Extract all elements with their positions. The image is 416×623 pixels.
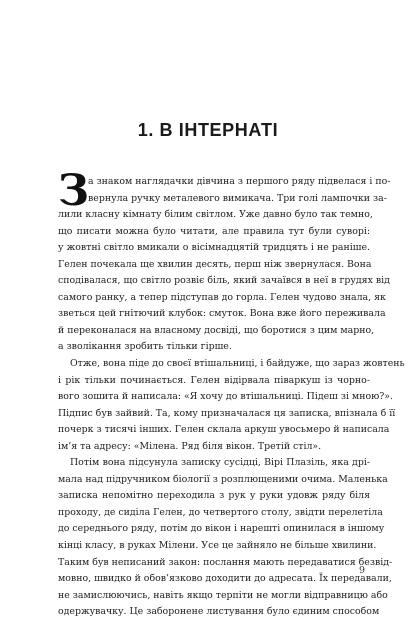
- text-line: зветься цей гнітючий клубок: смуток. Вона вже його переживала: [58, 308, 386, 320]
- text-line: Таким був неписаний закон: послання мають передаватися безвід-: [58, 556, 393, 568]
- text-line: а знаком наглядачки дівчина з першого ряду підвелася і по-: [88, 176, 391, 187]
- text-line: ім’я та адресу: «Мілена. Ряд біля вікон. Третій стіл».: [58, 440, 322, 452]
- text-line: самого ранку, а тепер підступав до горла. Гелен чудово знала, як: [58, 291, 386, 303]
- page-number: 9: [359, 565, 366, 576]
- drop-cap: З: [58, 166, 90, 216]
- text-line: лили класну кімнату білим світлом. Уже давно було так темно,: [58, 209, 373, 221]
- text-line: мовно, швидко й обов’язково доходити до адресата. Їх передавали,: [58, 573, 392, 585]
- text-line: Гелен почекала ще хвилин десять, перш ніж звернулася. Вона: [58, 258, 372, 270]
- text-line: а зволікання зробить тільки гірше.: [58, 341, 232, 353]
- text-line: до середнього ряду, потім до вікон і нарешті опинилася в іншому: [58, 523, 385, 535]
- text-line: й переконалася на власному досвіді, що боротися з цим марно,: [58, 324, 375, 336]
- text-line: одержувачку. Це заборонене листування було єдиним способом: [58, 606, 380, 618]
- chapter-body: [58, 166, 405, 621]
- text-line: проходу, де сиділа Гелен, до четвертого столу, звідти перелетіла: [58, 506, 383, 518]
- text-line: Отже, вона піде до своєї втішальниці, і байдуже, що зараз жовтень: [70, 358, 405, 370]
- text-line: мала над підручником біології з розплющеними очима. Маленька: [58, 473, 388, 485]
- text-line: вого зошита й написала: «Я хочу до втішальниці. Підеш зі мною?».: [58, 391, 394, 403]
- text-line: кінці класу, в руках Мілени. Усе це зайняло не більше хвилини.: [58, 540, 377, 552]
- text-line: і рік тільки починається. Гелен відірвала піваркуш із чорно-: [58, 374, 370, 386]
- text-line: Підпис був зайвий. Та, кому призначалася ця записка, впізнала б її: [58, 407, 396, 419]
- text-line: записка непомітно переходила з рук у руки удовж ряду біля: [58, 490, 370, 502]
- text-line: почерк з тисячі інших. Гелен склала аркуш увосьмеро й написала: [58, 424, 390, 436]
- text-line: що писати можна було читати, але правила тут були суворі:: [58, 225, 370, 237]
- chapter-title: 1. В ІНТЕРНАТІ: [137, 120, 279, 140]
- text-line: не замислюючись, навіть якщо терпіти не могли відправницю або: [58, 589, 388, 601]
- text-line: сподівалася, що світло розвіє біль, який зачаївся в неї в грудях від: [58, 275, 390, 287]
- text-line: у жовтні світло вмикали о вісімнадцятій тридцять і не раніше.: [58, 242, 370, 254]
- text-line: вернула ручку металевого вимикача. Три голі лампочки за-: [88, 192, 387, 204]
- text-line: Потім вона підсунула записку сусідці, Вірі Плазіль, яка дрі-: [70, 457, 370, 469]
